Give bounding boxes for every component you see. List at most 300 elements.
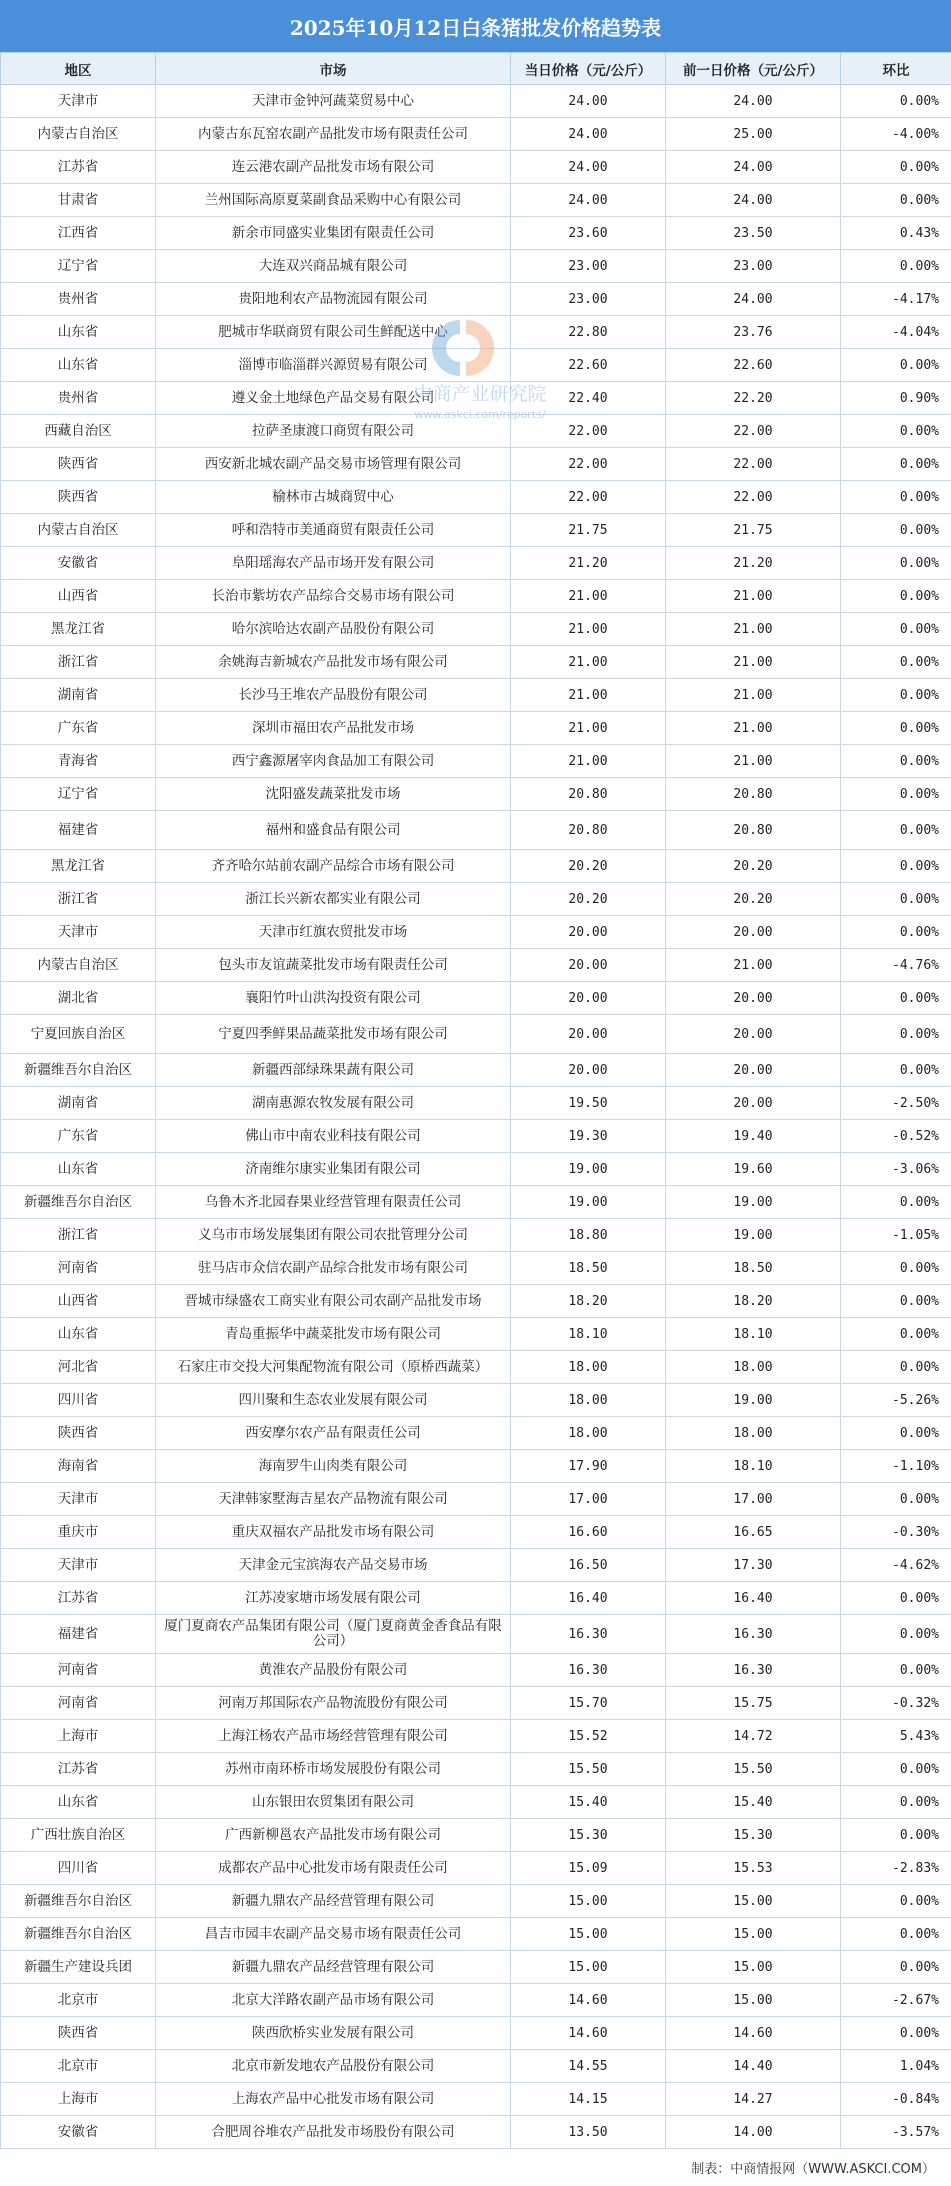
market-cell: 连云港农副产品批发市场有限公司 [156, 151, 511, 184]
region-cell: 湖北省 [1, 982, 156, 1015]
previous-price-cell: 22.00 [666, 415, 841, 448]
previous-price-cell: 22.60 [666, 349, 841, 382]
previous-price-cell: 15.00 [666, 1885, 841, 1918]
market-cell: 呼和浩特市美通商贸有限责任公司 [156, 514, 511, 547]
market-cell: 淄博市临淄群兴源贸易有限公司 [156, 349, 511, 382]
previous-price-cell: 18.10 [666, 1450, 841, 1483]
previous-price-cell: 21.00 [666, 613, 841, 646]
table-row [1, 448, 951, 481]
change-cell: -5.26% [841, 1384, 951, 1417]
previous-price-cell: 22.00 [666, 481, 841, 514]
table-row [1, 316, 951, 349]
region-cell: 浙江省 [1, 883, 156, 916]
previous-price-cell: 20.00 [666, 1015, 841, 1054]
region-cell: 新疆维吾尔自治区 [1, 1186, 156, 1219]
change-cell: 1.04% [841, 2050, 951, 2083]
today-price-cell: 19.00 [511, 1186, 666, 1219]
change-cell: 0.00% [841, 580, 951, 613]
previous-price-cell: 18.20 [666, 1285, 841, 1318]
previous-price-cell: 18.50 [666, 1252, 841, 1285]
today-price-cell: 14.60 [511, 1984, 666, 2017]
previous-price-cell: 20.00 [666, 1087, 841, 1120]
table-row [1, 382, 951, 415]
market-cell: 福州和盛食品有限公司 [156, 811, 511, 850]
change-cell: 0.00% [841, 712, 951, 745]
today-price-cell: 20.00 [511, 1015, 666, 1054]
today-price-cell: 19.30 [511, 1120, 666, 1153]
table-row [1, 349, 951, 382]
market-cell: 陕西欣桥实业发展有限公司 [156, 2017, 511, 2050]
market-cell: 长沙马王堆农产品股份有限公司 [156, 679, 511, 712]
today-price-cell: 21.75 [511, 514, 666, 547]
table-row [1, 283, 951, 316]
change-cell: 0.00% [841, 1252, 951, 1285]
market-cell: 青岛重振华中蔬菜批发市场有限公司 [156, 1318, 511, 1351]
change-cell: 0.00% [841, 745, 951, 778]
change-cell: 0.00% [841, 1186, 951, 1219]
change-cell: 0.00% [841, 850, 951, 883]
previous-price-cell: 14.60 [666, 2017, 841, 2050]
previous-price-cell: 16.30 [666, 1615, 841, 1654]
table-row [1, 1015, 951, 1054]
previous-price-cell: 20.80 [666, 811, 841, 850]
today-price-cell: 17.00 [511, 1483, 666, 1516]
table-row [1, 1087, 951, 1120]
table-row [1, 217, 951, 250]
table-row [1, 580, 951, 613]
table-row [1, 2116, 951, 2149]
market-cell: 义乌市市场发展集团有限公司农批管理分公司 [156, 1219, 511, 1252]
region-cell: 甘肃省 [1, 184, 156, 217]
previous-price-cell: 21.00 [666, 580, 841, 613]
table-body [1, 85, 951, 2149]
market-cell: 天津金元宝滨海农产品交易市场 [156, 1549, 511, 1582]
change-cell: 0.00% [841, 1654, 951, 1687]
region-cell: 浙江省 [1, 1219, 156, 1252]
table-row [1, 1885, 951, 1918]
region-cell: 上海市 [1, 1720, 156, 1753]
change-cell: 0.00% [841, 1015, 951, 1054]
change-cell: 0.00% [841, 481, 951, 514]
change-cell: -2.83% [841, 1852, 951, 1885]
column-header-region: 地区 [1, 53, 156, 85]
today-price-cell: 20.20 [511, 883, 666, 916]
change-cell: -0.32% [841, 1687, 951, 1720]
change-cell: -4.76% [841, 949, 951, 982]
market-cell: 重庆双福农产品批发市场有限公司 [156, 1516, 511, 1549]
change-cell: -0.30% [841, 1516, 951, 1549]
watermark-name: 中商产业研究院 [413, 383, 547, 405]
change-cell: 0.00% [841, 1951, 951, 1984]
region-cell: 上海市 [1, 2083, 156, 2116]
market-cell: 余姚海吉新城农产品批发市场有限公司 [156, 646, 511, 679]
watermark-url: www.askci.com/reports/ [414, 408, 546, 421]
region-cell: 陕西省 [1, 1417, 156, 1450]
region-cell: 湖南省 [1, 1087, 156, 1120]
table-row [1, 1219, 951, 1252]
region-cell: 新疆维吾尔自治区 [1, 1885, 156, 1918]
region-cell: 贵州省 [1, 283, 156, 316]
table-row [1, 778, 951, 811]
previous-price-cell: 18.00 [666, 1417, 841, 1450]
table-row [1, 679, 951, 712]
today-price-cell: 15.50 [511, 1753, 666, 1786]
market-cell: 内蒙古东瓦窑农副产品批发市场有限责任公司 [156, 118, 511, 151]
market-cell: 榆林市古城商贸中心 [156, 481, 511, 514]
region-cell: 新疆维吾尔自治区 [1, 1054, 156, 1087]
today-price-cell: 15.00 [511, 1885, 666, 1918]
market-cell: 深圳市福田农产品批发市场 [156, 712, 511, 745]
previous-price-cell: 20.00 [666, 916, 841, 949]
previous-price-cell: 24.00 [666, 151, 841, 184]
market-cell: 肥城市华联商贸有限公司生鲜配送中心 [156, 316, 511, 349]
market-cell: 昌吉市园丰农副产品交易市场有限责任公司 [156, 1918, 511, 1951]
table-row [1, 1417, 951, 1450]
change-cell: 0.00% [841, 1582, 951, 1615]
today-price-cell: 20.00 [511, 1054, 666, 1087]
change-cell: 0.00% [841, 1483, 951, 1516]
market-cell: 浙江长兴新农都实业有限公司 [156, 883, 511, 916]
today-price-cell: 14.15 [511, 2083, 666, 2116]
table-row [1, 982, 951, 1015]
today-price-cell: 21.00 [511, 580, 666, 613]
change-cell: 0.00% [841, 1351, 951, 1384]
previous-price-cell: 20.00 [666, 1054, 841, 1087]
today-price-cell: 18.00 [511, 1351, 666, 1384]
region-cell: 贵州省 [1, 382, 156, 415]
previous-price-cell: 16.65 [666, 1516, 841, 1549]
column-header-change: 环比 [841, 53, 951, 85]
change-cell: 0.00% [841, 1819, 951, 1852]
today-price-cell: 18.50 [511, 1252, 666, 1285]
today-price-cell: 21.00 [511, 745, 666, 778]
region-cell: 广西壮族自治区 [1, 1819, 156, 1852]
change-cell: -1.05% [841, 1219, 951, 1252]
table-row [1, 1285, 951, 1318]
table-row [1, 1819, 951, 1852]
region-cell: 天津市 [1, 1483, 156, 1516]
market-cell: 佛山市中南农业科技有限公司 [156, 1120, 511, 1153]
today-price-cell: 20.00 [511, 916, 666, 949]
table-row [1, 1318, 951, 1351]
table-row [1, 1549, 951, 1582]
change-cell: 0.00% [841, 184, 951, 217]
today-price-cell: 14.55 [511, 2050, 666, 2083]
region-cell: 福建省 [1, 811, 156, 850]
previous-price-cell: 15.75 [666, 1687, 841, 1720]
table-row [1, 1252, 951, 1285]
previous-price-cell: 14.72 [666, 1720, 841, 1753]
table-row [1, 151, 951, 184]
region-cell: 天津市 [1, 85, 156, 118]
previous-price-cell: 23.00 [666, 250, 841, 283]
region-cell: 辽宁省 [1, 778, 156, 811]
change-cell: -0.52% [841, 1120, 951, 1153]
region-cell: 江苏省 [1, 1753, 156, 1786]
table-row [1, 850, 951, 883]
region-cell: 内蒙古自治区 [1, 949, 156, 982]
table-row [1, 1615, 951, 1654]
table-row [1, 1351, 951, 1384]
table-row [1, 1450, 951, 1483]
today-price-cell: 21.20 [511, 547, 666, 580]
today-price-cell: 14.60 [511, 2017, 666, 2050]
previous-price-cell: 19.00 [666, 1219, 841, 1252]
previous-price-cell: 21.00 [666, 679, 841, 712]
today-price-cell: 19.00 [511, 1153, 666, 1186]
market-cell: 哈尔滨哈达农副产品股份有限公司 [156, 613, 511, 646]
market-cell: 大连双兴商品城有限公司 [156, 250, 511, 283]
region-cell: 山东省 [1, 349, 156, 382]
region-cell: 四川省 [1, 1852, 156, 1885]
previous-price-cell: 23.76 [666, 316, 841, 349]
region-cell: 青海省 [1, 745, 156, 778]
change-cell: 0.00% [841, 151, 951, 184]
previous-price-cell: 15.50 [666, 1753, 841, 1786]
region-cell: 北京市 [1, 1984, 156, 2017]
previous-price-cell: 22.20 [666, 382, 841, 415]
today-price-cell: 15.00 [511, 1918, 666, 1951]
previous-price-cell: 19.00 [666, 1186, 841, 1219]
previous-price-cell: 14.40 [666, 2050, 841, 2083]
previous-price-cell: 24.00 [666, 283, 841, 316]
table-row [1, 613, 951, 646]
region-cell: 河南省 [1, 1252, 156, 1285]
region-cell: 山西省 [1, 1285, 156, 1318]
region-cell: 浙江省 [1, 646, 156, 679]
today-price-cell: 15.40 [511, 1786, 666, 1819]
region-cell: 陕西省 [1, 448, 156, 481]
table-row [1, 1654, 951, 1687]
market-cell: 天津韩家墅海吉星农产品物流有限公司 [156, 1483, 511, 1516]
table-row [1, 1186, 951, 1219]
region-cell: 山西省 [1, 580, 156, 613]
today-price-cell: 13.50 [511, 2116, 666, 2149]
market-cell: 苏州市南环桥市场发展股份有限公司 [156, 1753, 511, 1786]
table-row [1, 646, 951, 679]
previous-price-cell: 15.00 [666, 1918, 841, 1951]
table-row [1, 1984, 951, 2017]
market-cell: 长治市紫坊农产品综合交易市场有限公司 [156, 580, 511, 613]
change-cell: 0.00% [841, 547, 951, 580]
source-note: 制表：中商情报网（WWW.ASKCI.COM） [691, 2162, 935, 2177]
table-row [1, 1786, 951, 1819]
region-cell: 天津市 [1, 1549, 156, 1582]
market-cell: 广西新柳邕农产品批发市场有限公司 [156, 1819, 511, 1852]
previous-price-cell: 19.40 [666, 1120, 841, 1153]
region-cell: 内蒙古自治区 [1, 514, 156, 547]
table-row [1, 1720, 951, 1753]
table-row [1, 2050, 951, 2083]
change-cell: 0.00% [841, 448, 951, 481]
change-cell: 0.43% [841, 217, 951, 250]
market-cell: 成都农产品中心批发市场有限责任公司 [156, 1852, 511, 1885]
table-row [1, 118, 951, 151]
change-cell: 0.00% [841, 85, 951, 118]
today-price-cell: 20.00 [511, 982, 666, 1015]
today-price-cell: 15.30 [511, 1819, 666, 1852]
market-cell: 黄淮农产品股份有限公司 [156, 1654, 511, 1687]
table-row [1, 250, 951, 283]
region-cell: 山东省 [1, 1153, 156, 1186]
change-cell: 0.00% [841, 514, 951, 547]
previous-price-cell: 16.40 [666, 1582, 841, 1615]
change-cell: 0.00% [841, 1417, 951, 1450]
previous-price-cell: 21.00 [666, 646, 841, 679]
region-cell: 河南省 [1, 1687, 156, 1720]
previous-price-cell: 20.00 [666, 982, 841, 1015]
region-cell: 安徽省 [1, 547, 156, 580]
change-cell: 0.00% [841, 1054, 951, 1087]
previous-price-cell: 21.00 [666, 712, 841, 745]
region-cell: 山东省 [1, 1318, 156, 1351]
region-cell: 福建省 [1, 1615, 156, 1654]
region-cell: 江苏省 [1, 151, 156, 184]
table-row [1, 1483, 951, 1516]
market-cell: 上海江杨农产品市场经营管理有限公司 [156, 1720, 511, 1753]
today-price-cell: 20.00 [511, 949, 666, 982]
change-cell: 0.00% [841, 679, 951, 712]
previous-price-cell: 25.00 [666, 118, 841, 151]
region-cell: 河南省 [1, 1654, 156, 1687]
previous-price-cell: 15.53 [666, 1852, 841, 1885]
market-cell: 宁夏四季鲜果品蔬菜批发市场有限公司 [156, 1015, 511, 1054]
change-cell: -2.50% [841, 1087, 951, 1120]
today-price-cell: 15.00 [511, 1951, 666, 1984]
change-cell: 0.00% [841, 883, 951, 916]
market-cell: 四川聚和生态农业发展有限公司 [156, 1384, 511, 1417]
previous-price-cell: 21.00 [666, 949, 841, 982]
change-cell: 0.00% [841, 778, 951, 811]
today-price-cell: 21.00 [511, 679, 666, 712]
market-cell: 遵义金土地绿色产品交易有限公司 [156, 382, 511, 415]
previous-price-cell: 21.00 [666, 745, 841, 778]
table-row [1, 916, 951, 949]
today-price-cell: 23.00 [511, 283, 666, 316]
region-cell: 四川省 [1, 1384, 156, 1417]
region-cell: 黑龙江省 [1, 850, 156, 883]
market-cell: 新疆九鼎农产品经营管理有限公司 [156, 1951, 511, 1984]
change-cell: -1.10% [841, 1450, 951, 1483]
table-row [1, 85, 951, 118]
today-price-cell: 20.80 [511, 811, 666, 850]
region-cell: 山东省 [1, 316, 156, 349]
today-price-cell: 17.90 [511, 1450, 666, 1483]
change-cell: 0.00% [841, 250, 951, 283]
previous-price-cell: 23.50 [666, 217, 841, 250]
previous-price-cell: 18.10 [666, 1318, 841, 1351]
today-price-cell: 24.00 [511, 85, 666, 118]
change-cell: 0.00% [841, 916, 951, 949]
table-row [1, 2017, 951, 2050]
market-cell: 新疆西部绿珠果蔬有限公司 [156, 1054, 511, 1087]
column-header-market: 市场 [156, 53, 511, 85]
today-price-cell: 24.00 [511, 151, 666, 184]
market-cell: 驻马店市众信农副产品综合批发市场有限公司 [156, 1252, 511, 1285]
today-price-cell: 16.50 [511, 1549, 666, 1582]
market-cell: 包头市友谊蔬菜批发市场有限责任公司 [156, 949, 511, 982]
change-cell: 0.00% [841, 982, 951, 1015]
table-row [1, 2083, 951, 2116]
previous-price-cell: 14.00 [666, 2116, 841, 2149]
region-cell: 天津市 [1, 916, 156, 949]
table-row [1, 1753, 951, 1786]
market-cell: 贵阳地利农产品物流园有限公司 [156, 283, 511, 316]
table-row [1, 1054, 951, 1087]
previous-price-cell: 22.00 [666, 448, 841, 481]
table-row [1, 514, 951, 547]
change-cell: -0.84% [841, 2083, 951, 2116]
today-price-cell: 18.00 [511, 1417, 666, 1450]
today-price-cell: 20.20 [511, 850, 666, 883]
previous-price-cell: 14.27 [666, 2083, 841, 2116]
market-cell: 济南维尔康实业集团有限公司 [156, 1153, 511, 1186]
table-row [1, 1582, 951, 1615]
market-cell: 沈阳盛发蔬菜批发市场 [156, 778, 511, 811]
region-cell: 辽宁省 [1, 250, 156, 283]
table-row [1, 1384, 951, 1417]
market-cell: 合肥周谷堆农产品批发市场股份有限公司 [156, 2116, 511, 2149]
today-price-cell: 16.30 [511, 1615, 666, 1654]
region-cell: 广东省 [1, 712, 156, 745]
change-cell: 0.00% [841, 1753, 951, 1786]
table-header-row [1, 53, 951, 85]
today-price-cell: 15.09 [511, 1852, 666, 1885]
previous-price-cell: 15.40 [666, 1786, 841, 1819]
previous-price-cell: 15.30 [666, 1819, 841, 1852]
region-cell: 黑龙江省 [1, 613, 156, 646]
change-cell: -4.00% [841, 118, 951, 151]
region-cell: 江苏省 [1, 1582, 156, 1615]
change-cell: 0.00% [841, 1885, 951, 1918]
previous-price-cell: 20.20 [666, 850, 841, 883]
table-row [1, 1918, 951, 1951]
change-cell: 0.00% [841, 1318, 951, 1351]
region-cell: 广东省 [1, 1120, 156, 1153]
today-price-cell: 21.00 [511, 712, 666, 745]
change-cell: -2.67% [841, 1984, 951, 2017]
table-row [1, 481, 951, 514]
previous-price-cell: 19.00 [666, 1384, 841, 1417]
today-price-cell: 23.60 [511, 217, 666, 250]
change-cell: 0.00% [841, 811, 951, 850]
change-cell: 0.00% [841, 646, 951, 679]
change-cell: 0.00% [841, 415, 951, 448]
market-cell: 西安新北城农副产品交易市场管理有限公司 [156, 448, 511, 481]
table-row [1, 1516, 951, 1549]
market-cell: 阜阳瑶海农产品市场开发有限公司 [156, 547, 511, 580]
table-row [1, 1153, 951, 1186]
region-cell: 西藏自治区 [1, 415, 156, 448]
previous-price-cell: 20.80 [666, 778, 841, 811]
today-price-cell: 20.80 [511, 778, 666, 811]
market-cell: 新疆九鼎农产品经营管理有限公司 [156, 1885, 511, 1918]
table-row [1, 415, 951, 448]
change-cell: 0.00% [841, 349, 951, 382]
today-price-cell: 24.00 [511, 118, 666, 151]
price-table [0, 52, 951, 2149]
region-cell: 北京市 [1, 2050, 156, 2083]
change-cell: -4.04% [841, 316, 951, 349]
market-cell: 乌鲁木齐北园春果业经营管理有限责任公司 [156, 1186, 511, 1219]
previous-price-cell: 24.00 [666, 85, 841, 118]
region-cell: 陕西省 [1, 2017, 156, 2050]
region-cell: 安徽省 [1, 2116, 156, 2149]
change-cell: -3.57% [841, 2116, 951, 2149]
table-row [1, 1687, 951, 1720]
table-row [1, 811, 951, 850]
previous-price-cell: 17.30 [666, 1549, 841, 1582]
